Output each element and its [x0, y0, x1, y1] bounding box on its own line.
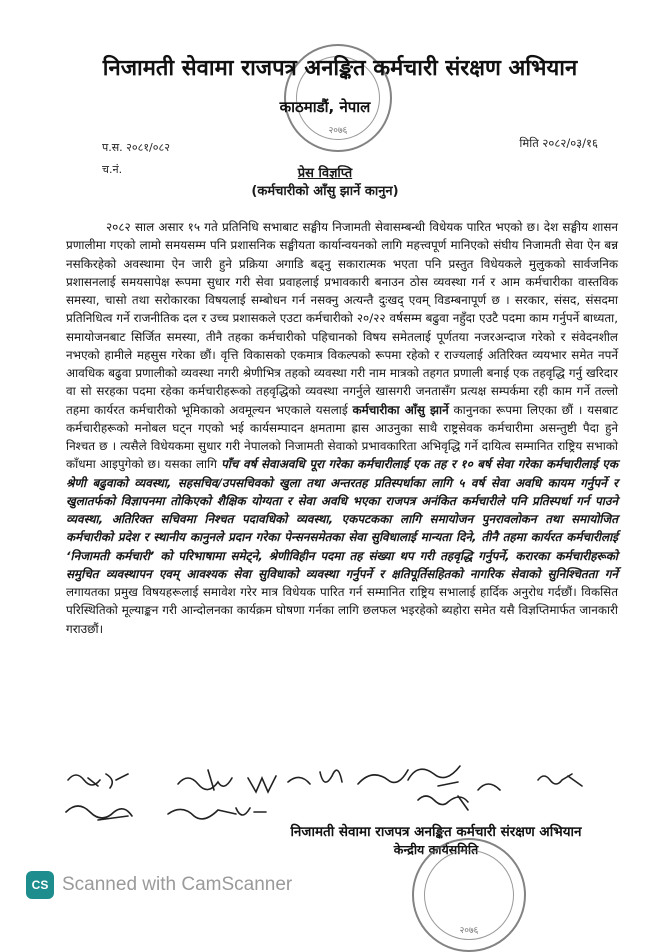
- camscanner-logo-icon: CS: [26, 871, 54, 899]
- footer-committee: केन्द्रीय कार्यसमिति: [393, 842, 479, 857]
- footer-organization: निजामती सेवामा राजपत्र अनङ्कित कर्मचारी संरक्षण अभियान: [290, 824, 582, 840]
- signature-8: [168, 809, 236, 818]
- press-release-body: [66, 218, 618, 638]
- signature-7: [66, 806, 132, 820]
- signature-5: [408, 766, 500, 790]
- signature-10: [418, 796, 468, 810]
- body-text-segment: २०८२ साल असार १५ गते प्रतिनिधि सभाबाट सङ्घीय निजामती सेवासम्बन्धी विधेयक पारित भएको छ। देश सङ्घीय शासन प्रणालीमा गएको लामो समयसम्म पनि प्रशासनिक सङ्घीयता कार्यान्वयनको लागि महत्त्वपूर्ण मानिएको संघीय निजामती सेवा ऐन बन्न नसकिरहेको अवस्थामा ऐन जारी हुने प्रक्रिया अगाडि बढ्नु सकारात्मक भएता पनि प्रस्तुत विधेयकले मुलुकको सार्वजनिक प्रशासनलाई समयसापेक्ष रूपमा सुधार गरी सेवा प्रवाहलाई प्रभावकारी बनाउन ठोस व्यवस्था गर्न र आम कर्मचारीका वास्तविक समस्या, चासो तथा सरोकारका विषयलाई सम्बोधन गर्न नसक्नु अत्यन्तै दुःखद् एवम् विडम्बनापूर्ण छ । सरकार, संसद, संसदमा प्रतिनिधित्व गर्ने राजनीतिक दल र उच्च प्रशासकले एउटा कर्मचारीको २०/२२ वर्षसम्म बढुवा नहुँदा एउटै पदमा काम गर्नुपर्ने बाध्यता, समायोजनबाट सिर्जित समस्या, तीनै तहका कर्मचारीको पहिचानको विषय समेतलाई पूर्णतया नजरअन्दाज गरेको र संवेदनशील नभएको हामीले महसुस गरेका छौं। वृत्ति विकासको एकमात्र विकल्पको रूपमा रहेको र राज्यलाई अतिरिक्त व्ययभार समेत नपर्ने आवधिक बढुवा प्रणालीको व्यवस्था नगरी श्रेणीभित्र तहको व्यवस्था गरी नाम मात्रको तहगत प्रणाली बनाई एक तहवृद्धि गर्नु खरिदार वा सो सरहका पदमा रहेका कर्मचारीहरूको तहवृद्धिको व्यवस्था नगर्नुले खासगरी जनतासँग प्रत्यक्ष सम्पर्कमा रही काम गर्ने तल्लो तहमा कार्यरत कर्मचारीको भूमिकाको अवमूल्यन भएकाले यसलाई: [66, 220, 618, 417]
- press-release-title: प्रेस विज्ञप्ति: [297, 166, 353, 181]
- document-date: मिति २०८२/०३/१६: [519, 136, 598, 150]
- signature-1: [68, 774, 128, 788]
- body-bold-phrase: कर्मचारीका आँसु झार्ने: [352, 402, 449, 417]
- signature-9: [236, 808, 266, 815]
- camscanner-text: Scanned with CamScanner: [62, 874, 293, 895]
- body-demands-highlight: पाँच वर्ष सेवाअवधि पूरा गरेका कर्मचारीलाई एक तह र १० बर्ष सेवा गरेका कर्मचारीलाई एक श्रेणी बढुवाको व्यवस्था, सहसचिव/उपसचिवको खुला तथा अन्तरतह प्रतिस्पर्धाका लागि ५ वर्ष सेवा अवधि कायम गर्नुपर्ने र खुलातर्फको विज्ञापनमा तोकिएको शैक्षिक योग्यता र सेवा अवधि भएका राजपत्र अनंकित कर्मचारीले पनि प्रतिस्पर्धा गर्न पाउने व्यवस्था, अतिरिक्त सचिवमा निश्चत पदावधिको व्यवस्था, एकपटकका लागि समायोजन पुनरावलोकन तथा समायोजित कर्मचारीको प्रदेश र स्थानीय कानुनले प्रदान गरेका पेन्सनसमेतका सेवा सुविधालाई मान्यता दिने, तीनै तहमा कार्यरत कर्मचारीलाई ‘निजामती कर्मचारी’ को परिभाषामा समेट्ने, श्रेणीविहीन पदमा तह संख्या थप गरी तहवृद्धि गर्नुपर्ने, करारका कर्मचारीहरूको समुचित व्यवस्थापन एवम् आवश्यक सेवा सुविधाको व्यवस्था गर्नुपर्ने र क्षतिपूर्तिसहितको नागरिक सेवाको सुनिश्चितता गर्ने: [66, 457, 619, 581]
- reference-number: प.स. २०८१/०८२: [102, 141, 170, 154]
- body-text-segment: लगायतका प्रमुख विषयहरूलाई समावेश गरेर मात्र विधेयक पारित गर्न सम्मानित राष्ट्रिय सभालाई हार्दिक अनुरोध गर्दछौं। विकसित परिस्थितिको मूल्याङ्कन गरी आन्दोलनका कार्यक्रम घोषणा गर्नका लागि छलफल भइरहेको ब्यहोरा समेत यसै विज्ञप्तिमार्फत जानकारी गराउछौं।: [66, 585, 618, 636]
- organization-title: निजामती सेवामा राजपत्र अनङ्कित कर्मचारी संरक्षण अभियान: [102, 56, 578, 81]
- camscanner-watermark: [26, 870, 292, 900]
- signature-2: [178, 770, 232, 790]
- signature-3: [248, 776, 310, 792]
- signature-6: [538, 774, 582, 786]
- organization-location: काठमाडौं, नेपाल: [279, 98, 371, 116]
- body-paragraph: [66, 218, 618, 638]
- signatures-area: [58, 760, 618, 830]
- signature-4: [320, 770, 408, 784]
- seal-year: २०७६: [459, 926, 479, 936]
- dispatch-number: च.नं.: [102, 163, 123, 176]
- seal-year: २०७६: [328, 126, 348, 136]
- body-text-segment: कानुनका रूपमा लिएका छौं । यसबाट कर्मचारीहरूको मनोबल घट्न गएको भई कार्यसम्पादन क्षमतामा ह्रास आउनुका साथै राष्ट्रसेवक कर्मचारीमा असन्तुष्टी पैदा हुने निश्चत छ । त्यसैले विधेयकमा सुधार गरी नेपालको निजामती सेवाको प्रभावकारिता अभिवृद्धि गर्ने दायित्व सम्मानित राष्ट्रिय सभाको काँधमा आइपुगेको छ। यसका लागि: [66, 402, 619, 472]
- press-release-subtitle: (कर्मचारीको आँसु झार्ने कानुन): [251, 184, 399, 199]
- committee-seal-stamp: [412, 838, 526, 952]
